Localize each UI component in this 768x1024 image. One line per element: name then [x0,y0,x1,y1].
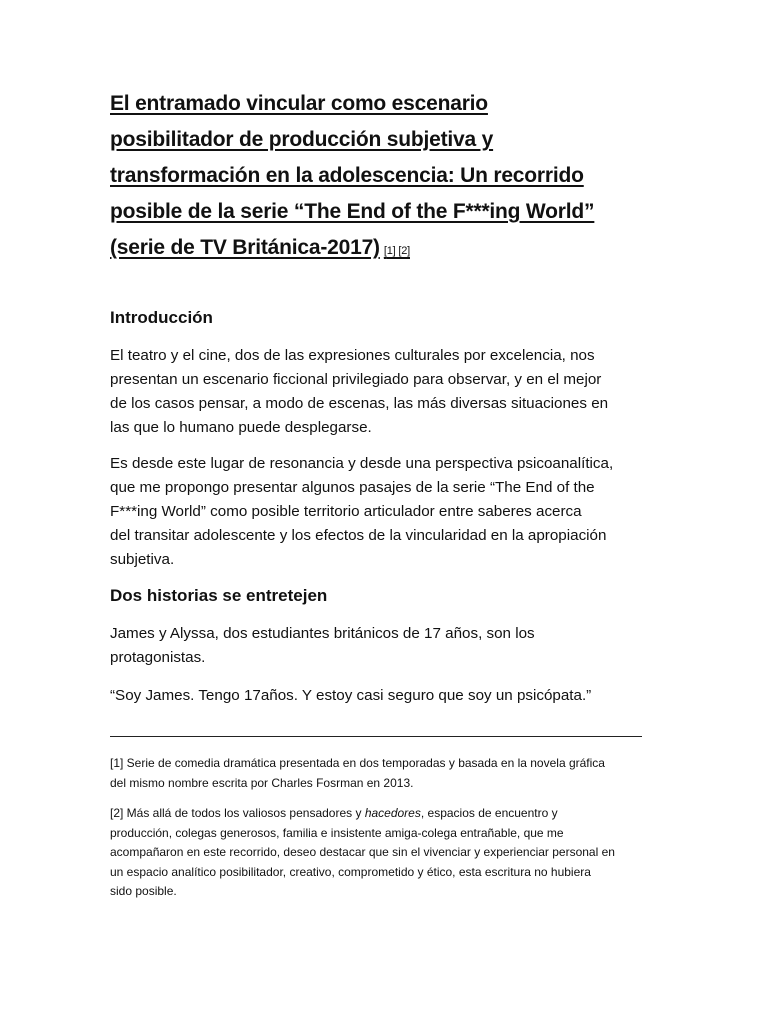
paragraph-line: El teatro y el cine, dos de las expresiones culturales por excelencia, nos [110,347,595,364]
title-line: El entramado vincular como escenario [110,92,488,115]
footnote-ref-bracket: [ [383,245,387,257]
footnote-line: producción, colegas generosos, familia e insistente amiga-colega entrañable, que me [110,825,564,840]
intro-paragraph-2 [110,452,670,572]
paragraph-line: que me propongo presentar algunos pasajes de la serie “The End of the [110,479,595,496]
title-line: (serie de TV Británica-2017) [110,236,380,259]
paragraph-line: las que lo humano puede desplegarse. [110,419,372,436]
footnote-line: acompañaron en este recorrido, deseo destacar que sin el vivenciar y experienciar personal en [110,845,615,859]
footnote-1 [110,754,670,793]
quote-line: “Soy James. Tengo 17años. Y estoy casi seguro que soy un psicópata.” [110,687,592,704]
footnote-line: [1] Serie de comedia dramática presentada en dos temporadas y basada en la novela gráfica [110,756,605,770]
footnote-text: [2] Más allá de todos los valiosos pensadores y [110,806,365,820]
paragraph-line: protagonistas. [110,649,206,666]
paragraph-line: Es desde este lugar de resonancia y desde una perspectiva psicoanalítica, [110,455,614,472]
section-heading-dos-historias: Dos historias se entretejen [110,586,328,605]
title-footnote-refs[interactable] [384,245,410,257]
footnote-2 [110,804,670,902]
intro-paragraph-1 [110,344,670,440]
paragraph-line: subjetiva. [110,551,175,568]
paragraph-line: presentan un escenario ficcional privilegiado para observar, y en el mejor [110,371,602,388]
paragraph-line: de los casos pensar, a modo de escenas, las más diversas situaciones en [110,395,609,412]
footnote-italic-word: hacedores [364,806,421,820]
stories-quote [110,684,670,708]
title-line: posible de la serie “The End of the F***ing World” [110,200,595,223]
title-line-last [110,230,658,269]
section-heading-introduccion: Introducción [110,308,213,327]
stories-paragraph-1 [110,622,670,670]
footnote-text: , espacios de encuentro y [420,806,558,820]
footnote-line [110,804,670,824]
footnote-ref-numbers: 1] [2] [386,245,410,257]
footnote-separator [110,736,642,737]
paragraph-line: James y Alyssa, dos estudiantes británicos de 17 años, son los [110,625,535,642]
footnote-line: sido posible. [110,884,177,898]
paragraph-line: F***ing World” como posible territorio articulador entre saberes acerca [110,503,582,520]
document-title [110,86,658,269]
paragraph-line: del transitar adolescente y los efectos de la vincularidad en la apropiación [110,527,607,544]
footnote-line: un espacio analítico posibilitador, creativo, comprometido y ético, esta escritura no hubiera [110,864,591,879]
document-page [110,86,658,898]
title-line: transformación en la adolescencia: Un recorrido [110,164,584,187]
title-line: posibilitador de producción subjetiva y [110,128,494,151]
footnote-line: del mismo nombre escrita por Charles Fosrman en 2013. [110,775,414,790]
